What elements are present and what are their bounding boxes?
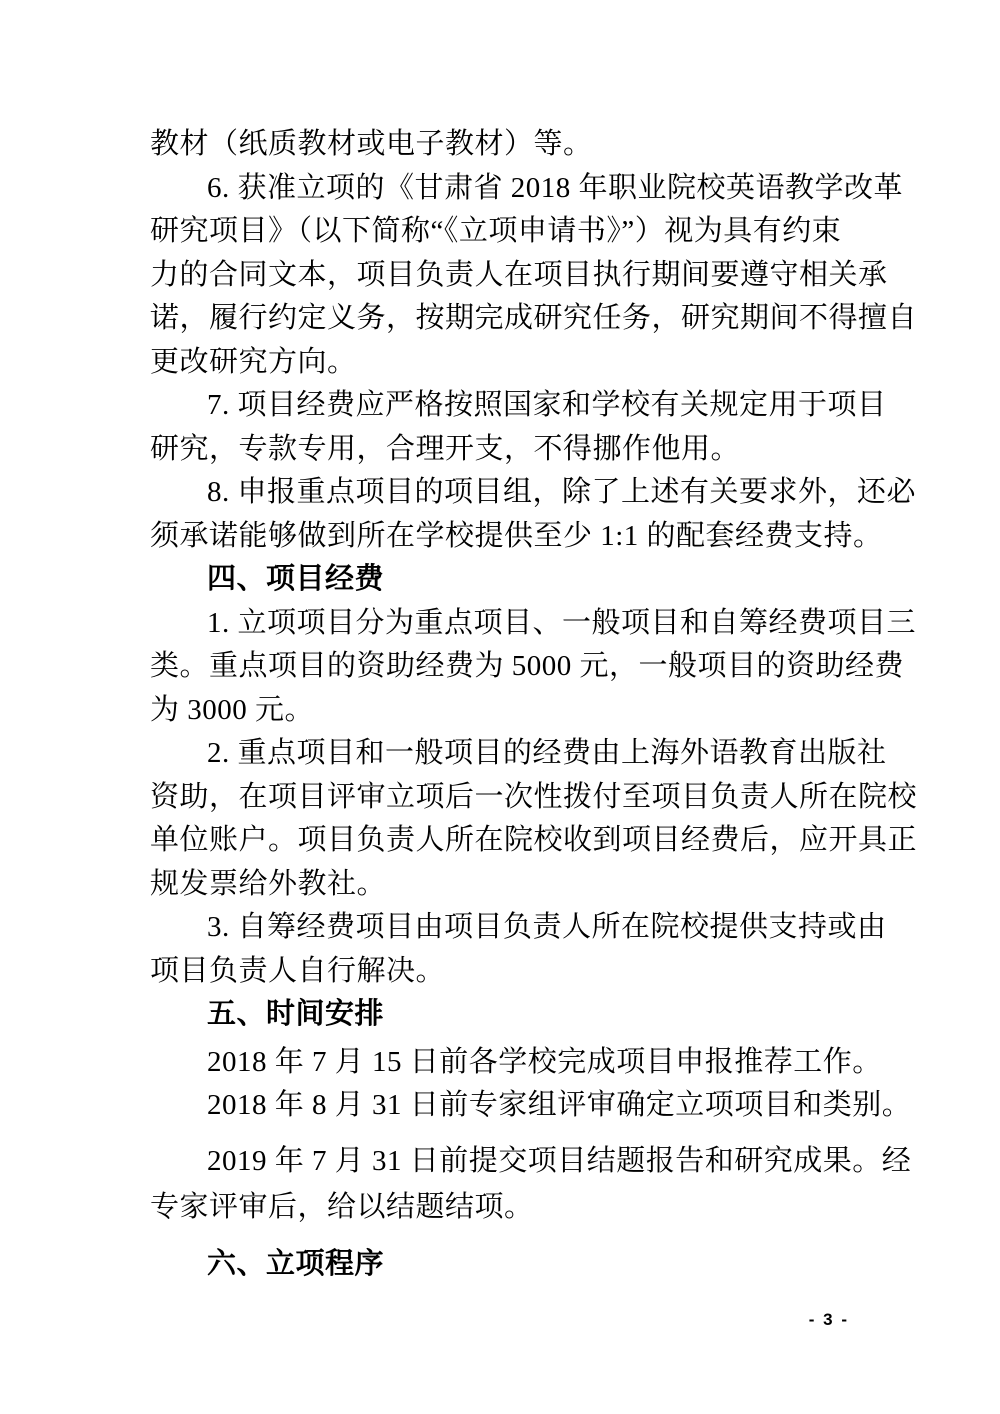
- document-line: 规发票给外教社。: [150, 867, 387, 900]
- document-line: 研究，专款专用，合理开支，不得挪作他用。: [150, 432, 741, 465]
- document-line: 2019 年 7 月 31 日前提交项目结题报告和研究成果。经: [207, 1144, 912, 1177]
- document-line: 类。重点项目的资助经费为 5000 元，一般项目的资助经费: [150, 650, 905, 682]
- document-line: 3. 自筹经费项目由项目负责人所在院校提供支持或由: [207, 911, 887, 943]
- document-line: 7. 项目经费应严格按照国家和学校有关规定用于项目: [207, 389, 887, 421]
- document-line: 诺，履行约定义务，按期完成研究任务，研究期间不得擅自: [150, 302, 918, 334]
- document-line: 专家评审后，给以结题结项。: [150, 1191, 534, 1223]
- document-line: 1. 立项项目分为重点项目、一般项目和自筹经费项目三: [207, 606, 917, 639]
- document-line: 项目负责人自行解决。: [150, 954, 446, 987]
- document-line: 力的合同文本，项目负责人在项目执行期间要遵守相关承: [150, 258, 888, 291]
- section-heading: 四、项目经费: [207, 563, 385, 595]
- document-line: 教材（纸质教材或电子教材）等。: [150, 128, 593, 160]
- document-line: 更改研究方向。: [150, 345, 357, 378]
- document-line: 须承诺能够做到所在学校提供至少 1:1 的配套经费支持。: [150, 519, 883, 552]
- document-line: 2018 年 7 月 15 日前各学校完成项目申报推荐工作。: [207, 1045, 882, 1078]
- document-line: 资助，在项目评审立项后一次性拨付至项目负责人所在院校: [150, 780, 918, 813]
- document-line: 2. 重点项目和一般项目的经费由上海外语教育出版社: [207, 737, 887, 769]
- document-content: [150, 123, 918, 1286]
- page-number: - 3 -: [808, 1310, 849, 1329]
- section-heading: 六、立项程序: [207, 1247, 385, 1280]
- document-line: 单位账户。项目负责人所在院校收到项目经费后，应开具正: [150, 824, 918, 856]
- document-line: 6. 获准立项的《甘肃省 2018 年职业院校英语教学改革: [207, 171, 904, 204]
- document-line: 8. 申报重点项目的项目组，除了上述有关要求外，还必: [207, 476, 917, 508]
- document-line: 研究项目》（以下简称“《立项申请书》”）视为具有约束: [150, 215, 842, 247]
- document-line: 2018 年 8 月 31 日前专家组评审确定立项项目和类别。: [207, 1089, 912, 1121]
- section-heading: 五、时间安排: [207, 998, 385, 1030]
- document-line: 为 3000 元。: [150, 693, 315, 726]
